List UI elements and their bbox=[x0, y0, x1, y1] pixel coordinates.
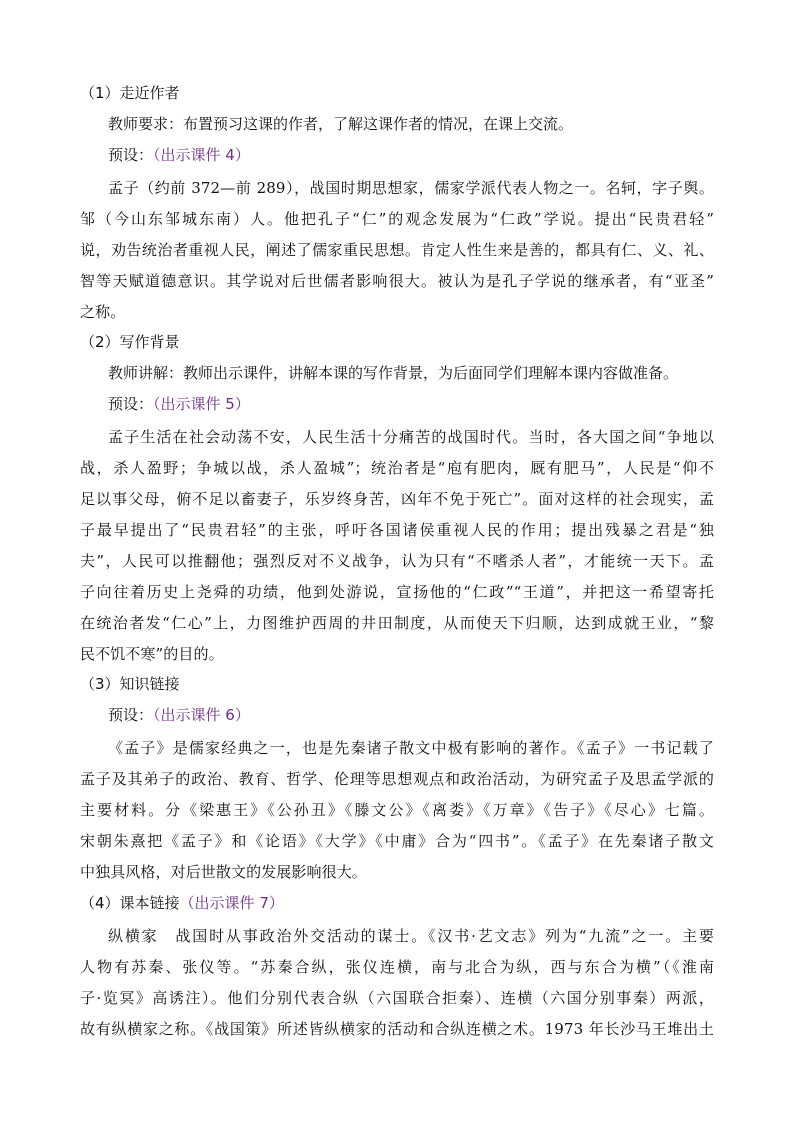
knowledge-paragraph-line: 《孟子》是儒家经典之一，也是先秦诸子散文中极有影响的著作。《孟子》一书记载了 bbox=[108, 739, 714, 757]
section-heading-background: （2）写作背景 bbox=[80, 333, 180, 351]
background-paragraph-line: 战，杀人盈野；争城以战，杀人盈城”；统治者是“庖有肥肉，厩有肥马”，人民是“仰不 bbox=[80, 459, 714, 477]
section-heading-author: （1）走近作者 bbox=[80, 84, 180, 102]
section-heading-knowledge: （3）知识链接 bbox=[80, 675, 180, 693]
background-paragraph-line: 在统治者发“仁心”上，力图维护西周的井田制度，从而使天下归顺，达到成就王业，“黎 bbox=[80, 614, 714, 632]
knowledge-paragraph-line: 孟子及其弟子的政治、教育、哲学、伦理等思想观点和政治活动，为研究孟子及思孟学派的 bbox=[80, 770, 714, 788]
preset-label: 预设： bbox=[108, 395, 154, 413]
author-paragraph-line: 智等天赋道德意识。其学说对后世儒者影响很大。被认为是孔子学说的继承者，有“亚圣” bbox=[80, 272, 714, 290]
preset-line bbox=[108, 144, 250, 166]
knowledge-paragraph-line: 主要材料。分《梁惠王》《公孙丑》《滕文公》《离娄》《万章》《告子》《尽心》七篇。 bbox=[80, 801, 714, 819]
section-heading-label: （4）课本链接 bbox=[80, 894, 180, 912]
preset-line bbox=[108, 704, 250, 726]
preset-courseware-ref: （出示课件 5） bbox=[153, 395, 250, 413]
textbook-paragraph-line: 子·览冥》高诱注）。他们分别代表合纵（六国联合拒秦）、连横（六国分别事秦）两派， bbox=[80, 989, 714, 1007]
author-paragraph-line: 之称。 bbox=[80, 303, 126, 321]
background-paragraph-line: 夫”，人民可以推翻他；强烈反对不义战争，认为只有“不嗜杀人者”，才能统一天下。孟 bbox=[80, 552, 714, 570]
author-paragraph-line: 孟子（约前 372—前 289），战国时期思想家，儒家学派代表人物之一。名轲，字子舆。 bbox=[108, 179, 714, 197]
section-heading-textbook-link bbox=[80, 892, 284, 914]
heading-courseware-ref: （出示课件 7） bbox=[179, 894, 284, 912]
background-paragraph-line: 民不饥不寒”的目的。 bbox=[80, 645, 224, 663]
preset-courseware-ref: （出示课件 4） bbox=[153, 146, 250, 164]
preset-line bbox=[108, 393, 250, 415]
preset-courseware-ref: （出示课件 6） bbox=[153, 706, 250, 724]
background-paragraph-line: 子最早提出了“民贵君轻”的主张，呼吁各国诸侯重视人民的作用；提出残暴之君是“独 bbox=[80, 521, 714, 539]
knowledge-paragraph-line: 中独具风格，对后世散文的发展影响很大。 bbox=[80, 863, 367, 881]
author-paragraph-line: 邹（今山东邹城东南）人。他把孔子“仁”的观念发展为“仁政”学说。提出“民贵君轻” bbox=[80, 210, 714, 228]
background-paragraph-line: 子向往着历史上尧舜的功绩，他到处游说，宣扬他的“仁政”“王道”，并把这一希望寄托 bbox=[80, 583, 714, 601]
preset-label: 预设： bbox=[108, 146, 154, 164]
background-paragraph-line: 足以事父母，俯不足以畜妻子，乐岁终身苦，凶年不免于死亡”。面对这样的社会现实，孟 bbox=[80, 490, 714, 508]
background-paragraph-line: 孟子生活在社会动荡不安，人民生活十分痛苦的战国时代。当时，各大国之间“争地以 bbox=[108, 428, 714, 446]
textbook-paragraph-line: 人物有苏秦、张仪等。“苏秦合纵，张仪连横，南与北合为纵，西与东合为横”（《淮南 bbox=[80, 958, 714, 976]
author-paragraph-line: 说，劝告统治者重视人民，阐述了儒家重民思想。肯定人性生来是善的，都具有仁、义、礼、 bbox=[80, 241, 714, 259]
teacher-explanation: 教师讲解：教师出示课件，讲解本课的写作背景，为后面同学们理解本课内容做准备。 bbox=[108, 364, 679, 382]
preset-label: 预设： bbox=[108, 706, 154, 724]
textbook-paragraph-line: 故有纵横家之称。《战国策》所述皆纵横家的活动和合纵连横之术。1973 年长沙马王堆出土 bbox=[80, 1020, 714, 1038]
knowledge-paragraph-line: 宋朝朱熹把《孟子》和《论语》《大学》《中庸》合为“四书”。《孟子》在先秦诸子散文 bbox=[80, 832, 714, 850]
teacher-requirement: 教师要求：布置预习这课的作者，了解这课作者的情况，在课上交流。 bbox=[108, 115, 574, 133]
textbook-paragraph-line: 纵横家 战国时从事政治外交活动的谋士。《汉书·艺文志》列为“九流”之一。主要 bbox=[108, 927, 714, 945]
